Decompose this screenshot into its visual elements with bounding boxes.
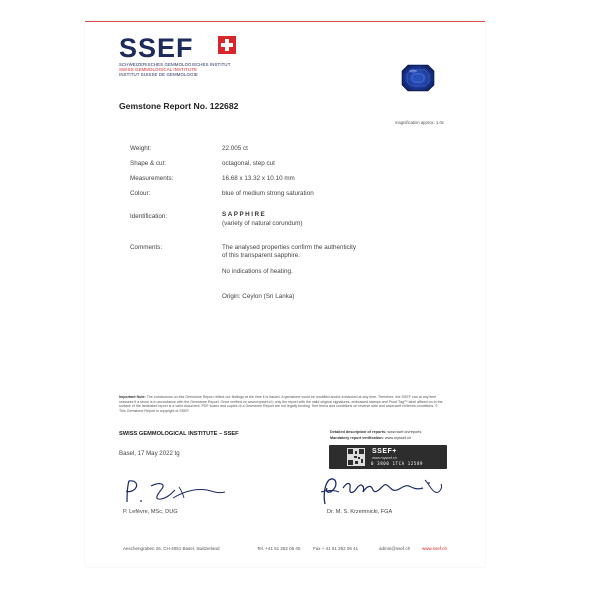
sapphire-gem-image <box>401 64 435 92</box>
signer-left-name: P. Lefèvre, MSc, DUG <box>123 509 178 515</box>
signature-right <box>317 474 447 508</box>
detail-reports-label: Detailed description of reports: <box>330 430 387 434</box>
mandatory-verification-label: Mandatory report verification: <box>330 436 384 440</box>
species-value: SAPPHIRE <box>222 211 267 218</box>
detail-reports-url[interactable]: www.ssef.ch/reports <box>387 430 422 434</box>
mandatory-verification-line <box>330 436 411 440</box>
proof-tag-code: 0 3800 1TCA 12589 <box>371 461 424 466</box>
qr-code-icon <box>347 448 365 466</box>
signer-right-name: Dr. M. S. Krzemnicki, FGA <box>327 509 393 515</box>
variety-value: (variety of natural corundum) <box>222 220 303 227</box>
measurements-label: Measurements: <box>130 175 174 182</box>
comments-label: Comments: <box>130 244 163 251</box>
shape-value: octagonal, step cut <box>222 160 275 167</box>
gemstone-report-document <box>85 21 485 567</box>
measurements-value: 16.68 x 13.32 x 10.10 mm <box>222 175 295 182</box>
institute-name-fr: INSTITUT SUISSE DE GEMMOLOGIE <box>119 72 198 77</box>
colour-value: blue of medium strong saturation <box>222 190 314 197</box>
proof-tag-brand: SSEF+ <box>372 448 397 455</box>
comment-line-2: of this transparent sapphire. <box>222 252 301 259</box>
mandatory-verification-url[interactable]: www.myssef.ch <box>384 436 412 440</box>
logo-wordmark: SSEF <box>119 33 194 63</box>
important-note <box>119 395 445 413</box>
institute-name-en: SWISS GEMMOLOGICAL INSTITUTE <box>119 67 198 72</box>
issue-place-date: Basel, 17 May 2022 tg <box>119 450 180 457</box>
proof-tag-label <box>329 445 447 469</box>
weight-label: Weight: <box>130 145 152 152</box>
footer-email[interactable]: admin@ssef.ch <box>379 546 411 551</box>
shape-label: Shape & cut: <box>130 160 167 167</box>
footer-website[interactable]: www.ssef.ch <box>422 546 448 551</box>
identification-label: Identification: <box>130 213 168 220</box>
comment-line-1: The analysed properties confirm the authenticity <box>222 244 357 251</box>
signature-left <box>121 478 231 508</box>
footer-fax: Fax + 41 61 262 06 41 <box>313 546 359 551</box>
origin-value: Origin: Ceylon (Sri Lanka) <box>222 293 295 300</box>
proof-tag-site: www.myssef.ch <box>372 456 397 460</box>
institute-name-de: SCHWEIZERISCHES GEMMOLOGISCHES INSTITUT <box>119 62 231 67</box>
comment-line-3: No indications of heating. <box>222 268 293 275</box>
report-title: Gemstone Report No. 122682 <box>119 101 239 111</box>
issuer-organization: SWISS GEMMOLOGICAL INSTITUTE – SSEF <box>119 431 239 437</box>
colour-label: Colour: <box>130 190 151 197</box>
important-note-text: The conclusions on this Gemstone Report reflect our findings at the time it is issued. A gemstone could be modified and/or enhanced at any time. Therefore, the SSEF can at any time reassess if a stone is in accordance with the Gemstone Report. Once verified on www.myssef.ch, only the report with the valid original signatures, embossed stamps and Proof Tag™ label affixed on to the surface of the laminated report is a valid document. PDF scans and copies of a Gemstone Report are not legally binding. See terms and conditions on reverse side and www.ssef.ch/terms-conditions. © This Gemstone Report is copyright of SSEF. <box>119 395 443 413</box>
magnification-note: magnification approx. 1.0x <box>395 120 444 125</box>
footer-address: Aeschengraben 26, CH-4051 Basel, Switzerland <box>123 546 220 551</box>
footer-tel: Tel. +41 61 262 06 40 <box>257 546 301 551</box>
detail-reports-line <box>330 430 421 434</box>
swiss-cross-icon <box>218 36 236 54</box>
important-note-label: Important Note: <box>119 395 146 399</box>
weight-value: 22.005 ct <box>222 145 248 152</box>
